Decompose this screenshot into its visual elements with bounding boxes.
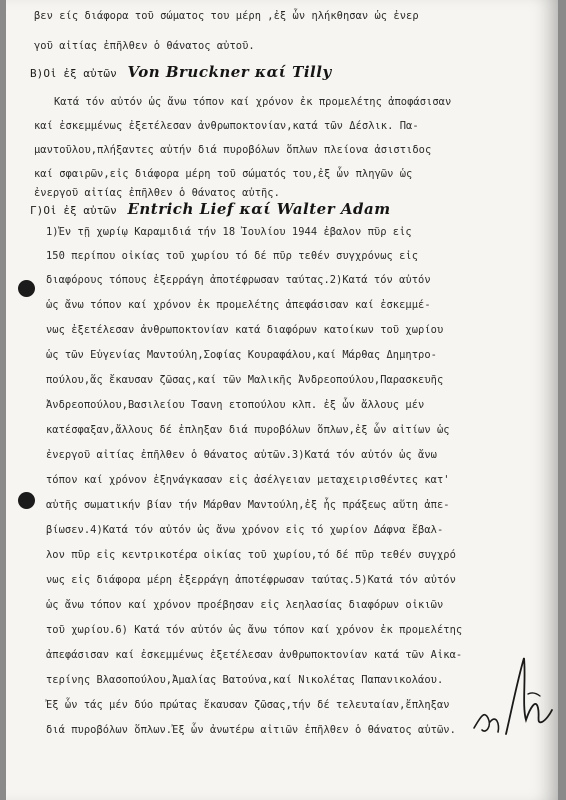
punch-hole: [18, 280, 35, 297]
text-line: μαντοῦλου,πλήξαντες αὐτήν διά πυροβόλων ὅπλων πλείονα ἀσιστιδος: [34, 144, 432, 156]
text-line: ὡς ἄνω τόπον καί χρόνον ἐκ προμελέτης ἀπεφάσισαν καί ἐσκεμμέ-: [46, 299, 431, 311]
text-line: τόπον καί χρόνον ἐξηνάγκασαν εἰς ἀσέλγειαν μεταχειρισθέντες κατ': [46, 474, 450, 486]
text-line: κατέσφαξαν,ἄλλους δέ ἐπληξαν διά πυροβόλων ὅπλων,ἐξ ὧν αἰτίων ὡς: [46, 424, 450, 436]
text-line: ἐνεργοῦ αἰτίας ἐπῆλθεν ὁ θάνατος αὐτῶν.3)Κατά τόν αὐτόν ὡς ἄνω: [46, 449, 437, 461]
text-line: βεν είς διάφορα τοῦ σώματος του μέρη ,ἐξ ὧν ηλήκθησαν ὡς ἐνερ: [34, 10, 419, 22]
text-line: τοῦ χωρίου.6) Κατά τόν αὐτόν ὡς ἄνω τόπον καί χρόνον ἐκ προμελέτης: [46, 624, 463, 636]
text-line: ὡς ἄνω τόπον καί χρόνον προέβησαν εἰς λεηλασίας διαφόρων οἰκιῶν: [46, 599, 444, 611]
text-line: καί σφαιρῶν,εἰς διάφορα μέρη τοῦ σώματός του,ἐξ ὧν πληγῶν ὡς: [34, 168, 413, 180]
text-line: νως εἰς διάφορα μέρη ἐξερράγη ἀποτέφρωσαν ταύτας.5)Κατά τόν αὐτόν: [46, 574, 456, 586]
text-line: καί ἐσκεμμένως ἐξετέλεσαν ἀνθρωποκτονίαν,κατά τῶν Δέσλικ. Πα-: [34, 120, 419, 132]
text-line: λον πῦρ εἰς κεντρικοτέρα οἰκίας τοῦ χωρίου,τό δέ πῦρ τεθέν συγχρό: [46, 549, 456, 561]
text-line: ὡς τῶν Εὐγενίας Μαντούλη,Σοφίας Κουραφάλου,καί Μάρθας Δημητρο-: [46, 349, 437, 361]
text-line: νως ἐξετέλεσαν ἀνθρωποκτονίαν κατά διαφόρων κατοίκων τοῦ χωρίου: [46, 324, 444, 336]
heading-b: [30, 63, 332, 81]
text-line: τερίνης Βλασοπούλου,Ἀμαλίας Βατούνα,καί Νικολέτας Παπανικολάου.: [46, 674, 444, 686]
text-line: Ἐξ ὧν τάς μέν δύο πρώτας ἔκαυσαν ζῶσας,τήν δέ τελευταίαν,ἔπληξαν: [46, 699, 450, 711]
document-page: [6, 0, 558, 800]
text-line: ἐνεργοῦ αἰτίας ἐπῆλθεν ὁ θάνατος αὐτῆς.: [34, 187, 280, 199]
text-line: πούλου,ἅς ἔκαυσαν ζῶσας,καί τῶν Μαλικῆς Ἀνδρεοπούλου,Παρασκευῆς: [46, 374, 444, 386]
text-line: 1)Ἐν τῇ χωρίῳ Καραμιδιά τήν 18 Ἰουλίου 1944 ἐβαλον πῦρ εἰς: [46, 226, 412, 238]
heading-c: [30, 200, 391, 218]
text-line: γοῦ αἰτίας ἐπῆλθεν ὁ θάνατος αὐτοῦ.: [34, 40, 255, 52]
heading-b-names: Von Bruckner καί Tilly: [127, 63, 332, 81]
text-line: αὐτῆς σωματικήν βίαν τήν Μάρθαν Μαντούλη,ἐξ ἧς πράξεως αὕτη ἀπε-: [46, 499, 450, 511]
text-line: διαφόρους τόπους ἐξερράγη ἀποτέφρωσαν ταύτας.2)Κατά τόν αὐτόν: [46, 274, 431, 286]
text-line: βίωσεν.4)Κατά τόν αὐτόν ὡς ἄνω χρόνον εἰς τό χωρίον Δάφνα ἔβαλ-: [46, 524, 444, 536]
text-line: 150 περίπου οἰκίας τοῦ χωρίου τό δέ πῦρ τεθέν συγχρόνως εἰς: [46, 250, 419, 262]
punch-hole: [18, 492, 35, 509]
text-line: ἀπεφάσισαν καί ἐσκεμμένως ἐξετέλεσαν ἀνθρωποκτονίαν κατά τῶν Αἰκα-: [46, 649, 463, 661]
heading-c-names: Entrich Lief καί Walter Adam: [127, 200, 391, 218]
text-line: διά πυροβόλων ὅπλων.Ἐξ ὧν ἀνωτέρω αἰτιῶν ἐπῆλθεν ὁ θάνατος αὐτῶν.: [46, 724, 456, 736]
heading-c-label: Γ)Οἱ ἐξ αὐτῶν: [30, 204, 117, 217]
text-line: Ἀνδρεοπούλου,Βασιλείου Τσανη ετοπούλου κλπ. ἐξ ὧν ἄλλους μέν: [46, 399, 425, 411]
signature: [466, 648, 556, 743]
text-line: Κατά τόν αὐτόν ὡς ἄνω τόπον καί χρόνον ἐκ προμελέτης ἀποφάσισαν: [54, 96, 452, 108]
heading-b-label: Β)Οἱ ἐξ αὐτῶν: [30, 67, 117, 80]
